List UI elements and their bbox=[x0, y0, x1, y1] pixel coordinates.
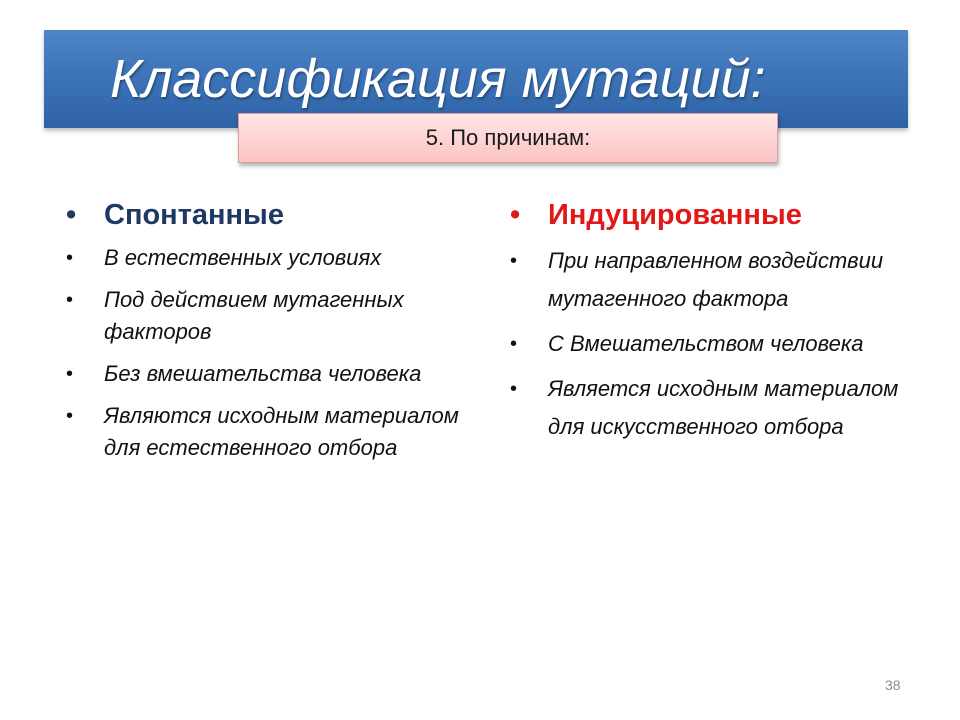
list-item-text: С Вмешательством человека bbox=[548, 331, 864, 356]
left-heading-text: Спонтанные bbox=[104, 199, 284, 231]
bullet-icon: • bbox=[510, 333, 518, 355]
list-item-text: Без вмешательства человека bbox=[104, 361, 422, 386]
list-item-text: Являются исходным материалом для естественного отбора bbox=[104, 403, 459, 460]
list-item bbox=[510, 370, 930, 446]
bullet-icon: • bbox=[510, 378, 518, 400]
left-heading bbox=[66, 196, 476, 234]
bullet-icon: • bbox=[66, 289, 74, 311]
list-item bbox=[66, 400, 476, 464]
bullet-icon: • bbox=[66, 199, 77, 231]
bullet-icon: • bbox=[66, 247, 74, 269]
page-number: 38 bbox=[885, 677, 901, 693]
subtitle-text: 5. По причинам: bbox=[425, 125, 591, 150]
list-item bbox=[510, 242, 930, 318]
bullet-icon: • bbox=[510, 250, 518, 272]
list-item bbox=[66, 358, 476, 390]
list-item-text: При направленном воздействии мутагенного фактора bbox=[548, 248, 884, 311]
left-column bbox=[66, 196, 476, 474]
list-item bbox=[66, 242, 476, 274]
right-column bbox=[510, 196, 930, 453]
list-item-text: Под действием мутагенных факторов bbox=[104, 287, 404, 344]
bullet-icon: • bbox=[66, 405, 74, 427]
right-heading-text: Индуцированные bbox=[548, 199, 802, 231]
right-heading bbox=[510, 196, 930, 234]
bullet-icon: • bbox=[510, 199, 521, 231]
list-item bbox=[66, 284, 476, 348]
list-item-text: Является исходным материалом для искусственного отбора bbox=[548, 376, 899, 439]
slide-title: Классификация мутаций: bbox=[110, 49, 766, 109]
list-item-text: В естественных условиях bbox=[104, 245, 382, 270]
bullet-icon: • bbox=[66, 363, 74, 385]
subtitle-box bbox=[238, 113, 778, 163]
list-item bbox=[510, 325, 930, 363]
